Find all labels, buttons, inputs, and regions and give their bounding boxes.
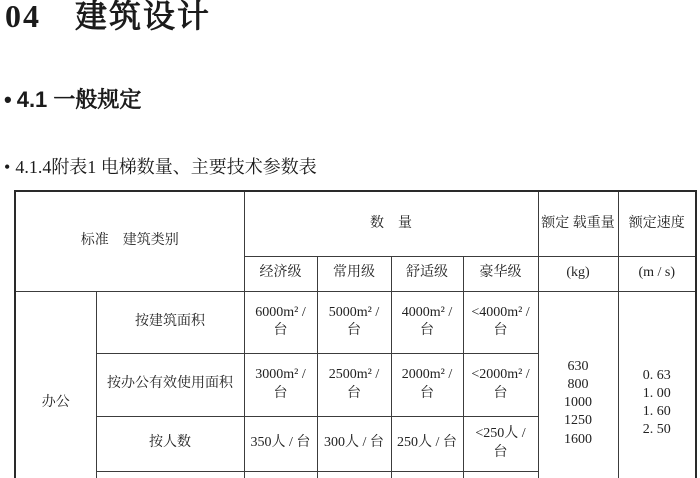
rated-load-values: 630 800 1000 1250 1600 bbox=[564, 358, 592, 447]
elevator-table-wrapper bbox=[14, 190, 697, 478]
elevator-parameters-table bbox=[14, 190, 697, 478]
header-rated-load: 额定 载重量 bbox=[538, 191, 618, 256]
header-rated-speed: 额定速度 bbox=[618, 191, 696, 256]
cell-comfort-by-effective-area: 2000m² / 台 bbox=[391, 353, 463, 416]
table-cell-cutoff bbox=[391, 471, 463, 478]
section-heading bbox=[4, 86, 141, 114]
header-grade-common: 常用级 bbox=[317, 256, 391, 291]
cell-common-by-headcount: 300人 / 台 bbox=[317, 416, 391, 471]
rated-load-values-cell bbox=[538, 291, 618, 478]
table-cell-cutoff bbox=[317, 471, 391, 478]
row-label-by-headcount: 按人数 bbox=[96, 416, 244, 471]
cell-economy-by-effective-area: 3000m² / 台 bbox=[244, 353, 317, 416]
bullet-icon: • bbox=[4, 87, 12, 112]
header-grade-economy: 经济级 bbox=[244, 256, 317, 291]
header-grade-comfort: 舒适级 bbox=[391, 256, 463, 291]
row-label-by-building-area: 按建筑面积 bbox=[96, 291, 244, 353]
category-office-cell bbox=[15, 291, 96, 478]
cell-luxury-by-headcount: <250人 / 台 bbox=[463, 416, 538, 471]
cell-economy-by-area: 6000m² / 台 bbox=[244, 291, 317, 353]
row-label-by-office-effective-area: 按办公有效使用面积 bbox=[96, 353, 244, 416]
header-speed-unit: (m / s) bbox=[618, 256, 696, 291]
rated-speed-values: 0. 63 1. 00 1. 60 2. 50 bbox=[642, 367, 671, 438]
cell-comfort-by-area: 4000m² / 台 bbox=[391, 291, 463, 353]
header-grade-luxury: 豪华级 bbox=[463, 256, 538, 291]
bullet-icon: • bbox=[4, 157, 11, 177]
rated-speed-values-cell bbox=[618, 291, 696, 478]
cell-luxury-by-area: <4000m² / 台 bbox=[463, 291, 538, 353]
cell-common-by-effective-area: 2500m² / 台 bbox=[317, 353, 391, 416]
table-cell-cutoff bbox=[244, 471, 317, 478]
table-cell-cutoff bbox=[463, 471, 538, 478]
cell-common-by-area: 5000m² / 台 bbox=[317, 291, 391, 353]
category-office-label: 办公 bbox=[41, 395, 70, 411]
table-caption-text: 4.1.4附表1 电梯数量、主要技术参数表 bbox=[15, 157, 317, 177]
page-title: 04 建筑设计 bbox=[5, 0, 212, 34]
table-caption bbox=[4, 156, 317, 179]
cell-economy-by-headcount: 350人 / 台 bbox=[244, 416, 317, 471]
header-load-unit: (kg) bbox=[538, 256, 618, 291]
table-cell-cutoff bbox=[96, 471, 244, 478]
header-quantity: 数 量 bbox=[244, 191, 538, 256]
cell-luxury-by-effective-area: <2000m² / 台 bbox=[463, 353, 538, 416]
section-heading-text: 4.1 一般规定 bbox=[16, 87, 142, 112]
cell-comfort-by-headcount: 250人 / 台 bbox=[391, 416, 463, 471]
header-standard-building-category: 标准 建筑类别 bbox=[15, 191, 244, 291]
